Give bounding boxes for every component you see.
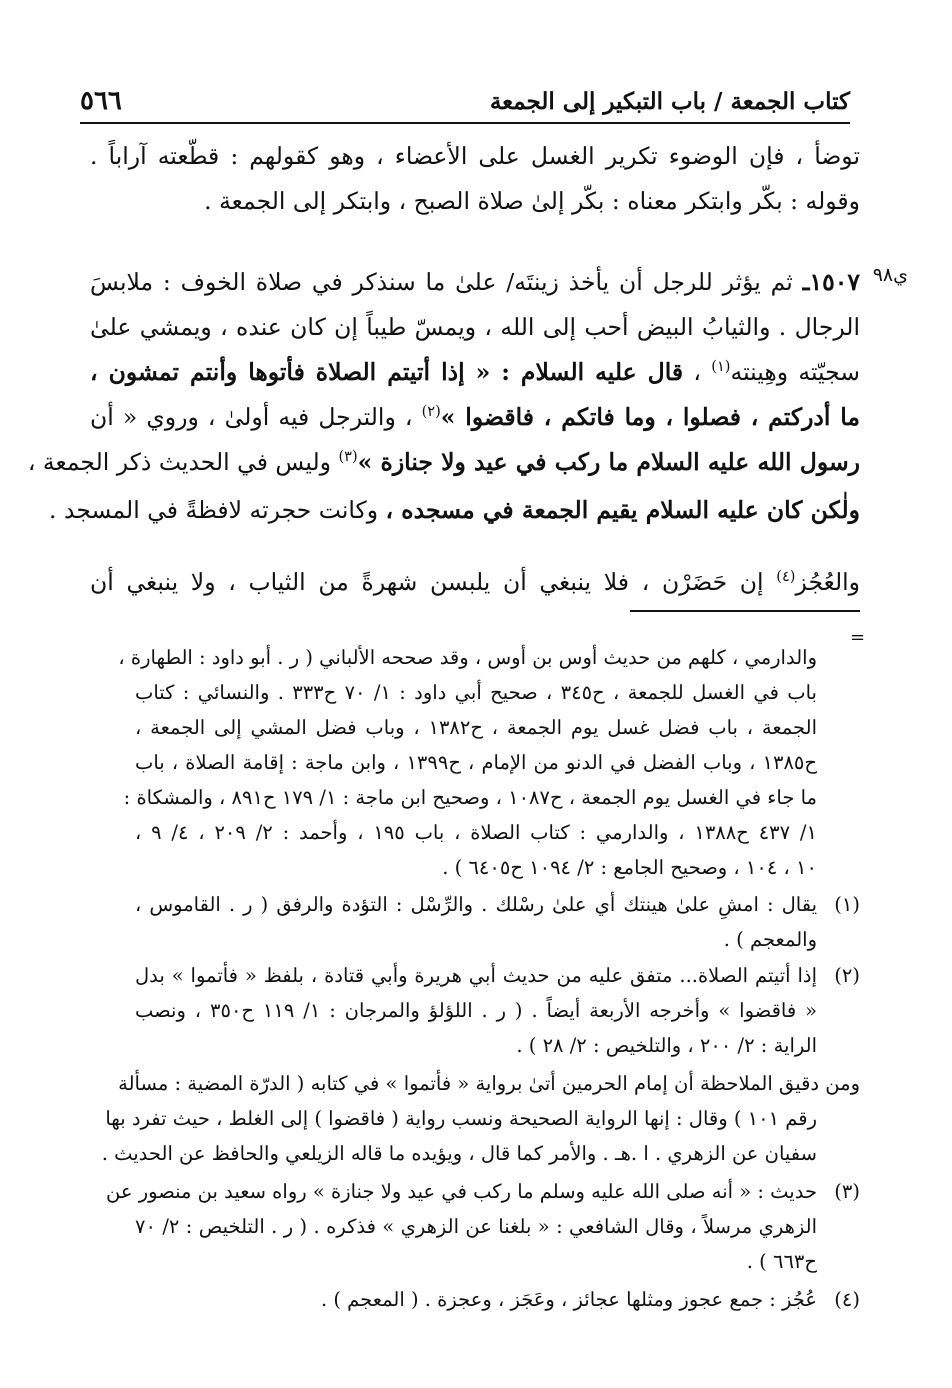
paragraph-line-1 [90,262,860,302]
footnote-continued-line: والدارمي ، كلهم من حديث أوس بن أوس ، وقد صححه الألباني ( ر . أبو داود : الطهارة ، [118,646,817,669]
footnote-continued-line: باب في الغسل للجمعة ، ح٣٤٥ ، صحيح أبي داود : ١/ ٧٠ ح٣٣٣ . والنسائي : كتاب [135,681,817,704]
running-header [80,82,850,124]
footnote-3-line: الزهري مرسلاً ، وقال الشافعي : « بلغنا عن الزهري » فذكره . ( ر . التلخيص : ٢/ ٧٠ [135,1215,817,1238]
paragraph-line-4 [90,397,860,437]
footnote-ref: (٣) [338,448,358,466]
paragraph-line-6 [49,490,860,530]
footnote-2-note-line: ومن دقيق الملاحظة أن إمام الحرمين أتىٰ برواية « فأتموا » في كتابه ( الدرّة المضية : مسألة [118,1072,860,1095]
footnote-3-line: ح٦٦٣ ) . [746,1250,817,1273]
footnote-ref: (١) [711,358,731,376]
paragraph-line-7 [90,562,860,602]
footnote-continued-line: ١٠ ، ١٠٤ ، وصحيح الجامع : ٢/ ١٠٩٤ ح٦٤٠٥ ) . [442,856,817,879]
footnote-2-note-line: رقم ١٠١ ) وقال : إنها الرواية الصحيحة ونسب رواية ( فاقضوا ) إلى الغلط ، حيث تفرد بها [105,1107,817,1130]
footnote-3-number: (٣) [834,1180,860,1203]
footnote-2-line: « فاقضوا » وأخرجه الأربعة أيضاً . ( ر . اللؤلؤ والمرجان : ١/ ١١٩ ح٣٥٠ ، ونصب [135,999,817,1022]
footnote-1-number: (١) [834,893,860,916]
footnote-ref: (٤) [776,568,796,586]
footnote-separator [630,610,860,612]
footnote-ref: (٢) [421,403,441,421]
hadith-text: رسول الله عليه السلام ما ركب في عيد ولا جنازة » [357,448,860,476]
paragraph-text: ثم يؤثر للرجل أن يأخذ زينتَه/ علىٰ ما سنذكر في صلاة الخوف : ملابسَ [90,268,803,296]
chapter-title: كتاب الجمعة / باب التبكير إلى الجمعة [489,88,850,115]
footnote-2-line: إذا أتيتم الصلاة... متفق عليه من حديث أبي هريرة وأبي قتادة ، بلفظ « فأتموا » بدل [135,964,817,987]
page-number: ٥٦٦ [80,86,122,116]
paragraph-line-3 [90,352,860,392]
paragraph-text: وليس في الحديث ذكر الجمعة ، [27,448,339,476]
footnote-continued-line: الجمعة ، باب فضل غسل يوم الجمعة ، ح١٣٨٢ ، وباب فضل المشي إلى الجمعة ، [135,716,817,739]
hadith-text: ما أدركتم ، فصلوا ، وما فاتكم ، فاقضوا » [440,403,860,431]
footnote-continued-line: ١/ ٤٣٧ ح١٣٨٨ ، والدارمي : كتاب الصلاة ، باب ١٩٥ ، وأحمد : ٢/ ٢٠٩ ، ٤/ ٩ ، [135,821,817,844]
footnote-continued-line: ما جاء في الغسل يوم الجمعة ، ح١٠٨٧ ، وصحيح ابن ماجة : ١/ ١٧٩ ح٨٩١ ، والمشكاة : [123,786,817,809]
continuation-mark: = [850,627,866,648]
hadith-text: ولٰكن كان عليه السلام يقيم الجمعة في مسجده ، [385,496,860,524]
paragraph-text: والعُجُز [795,568,860,596]
footnote-4-line: عُجُز : جمع عجوز ومثلها عجائز ، وعَجَز ، وعجزة . ( المعجم ) . [320,1288,817,1311]
paragraph-line-5 [27,442,860,482]
intro-line-2: وقوله : بكّر وابتكر معناه : بكّر إلىٰ صلاة الصبح ، وابتكر إلى الجمعة . [204,187,860,215]
paragraph-number: ١٥٠٧ـ [802,268,860,296]
footnote-2-line: الراية : ٢/ ٢٠٠ ، والتلخيص : ٢/ ٢٨ ) . [516,1034,817,1057]
paragraph-line-2: الرجال . والثيابُ البيض أحب إلى الله ، ويمسّ طيباً إن كان عنده ، ويمشي علىٰ [90,313,860,341]
footnote-1-line: يقال : امشِ علىٰ هينتك أي علىٰ رسْلك . والرِّسْل : التؤدة والرفق ( ر . القاموس ، [135,893,817,916]
footnote-4-number: (٤) [834,1288,860,1311]
hadith-text: قال عليه السلام : « إذا أتيتم الصلاة فأتوها وأنتم تمشون ، [90,358,684,386]
paragraph-text: سجيّته وهِينته [730,358,861,386]
footnote-2-note-line: سفيان عن الزهري . ا .هـ . والأمر كما قال ، ويؤيده ما قاله الزيلعي والحافظ عن الحديث . [101,1142,817,1165]
footnote-1-line: والمعجم ) . [723,928,817,951]
paragraph-text: وكانت حجرته لافظةً في المسجد . [49,496,386,524]
margin-note: ي٩٨ [872,264,908,286]
paragraph-text: ، [683,358,712,386]
paragraph-text: ، والترجل فيه أولىٰ ، وروي « أن [90,403,422,431]
paragraph-text: إن حَضَرْن ، فلا ينبغي أن يلبسن شهرةً من الثياب ، ولا ينبغي أن [90,568,777,596]
footnote-2-number: (٢) [834,964,860,987]
intro-line-1: توضأ ، فإن الوضوء تكرير الغسل على الأعضاء ، وهو كقولهم : قطّعته آراباً . [90,142,860,170]
footnote-3-line: حديث : « أنه صلى الله عليه وسلم ما ركب في عيد ولا جنازة » رواه سعيد بن منصور عن [106,1180,817,1203]
footnote-continued-line: ح١٣٨٥ ، وباب الفضل في الدنو من الإمام ، ح١٣٩٩ ، وابن ماجة : إقامة الصلاة ، باب [135,751,817,774]
